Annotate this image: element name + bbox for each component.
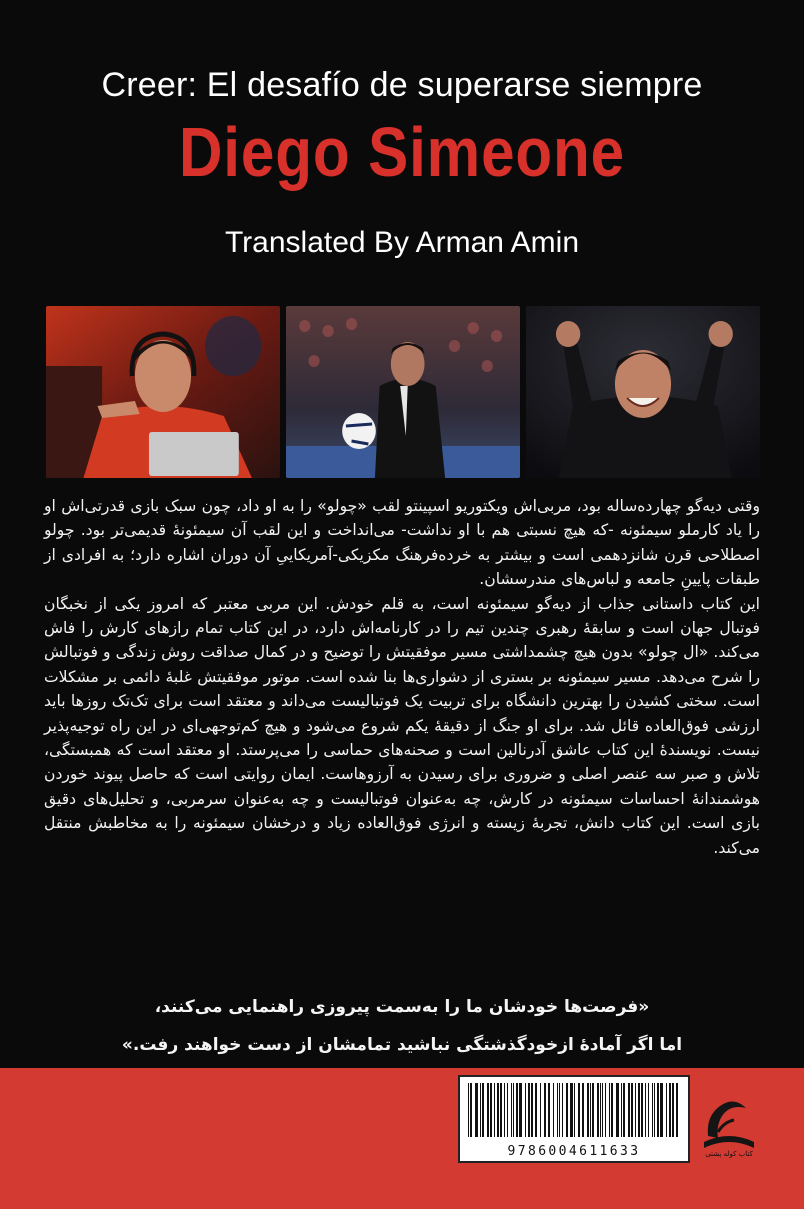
barcode-bar [648, 1083, 649, 1137]
barcode-bar [590, 1083, 591, 1137]
barcode-bar [511, 1083, 512, 1137]
barcode-bar [578, 1083, 580, 1137]
barcode-bar [600, 1083, 601, 1137]
barcode-bar [623, 1083, 625, 1137]
barcode-bars [466, 1083, 682, 1137]
isbn-number: 9786004611633 [507, 1144, 641, 1159]
quote-line: اما اگر آمادهٔ ازخودگذشتگی نباشید تمامشان از دست خواهند رفت.» [121, 1035, 683, 1055]
simeone-celebration-photo [526, 306, 760, 478]
barcode-bar [535, 1083, 537, 1137]
barcode-bar [666, 1083, 667, 1137]
barcode-bar [548, 1083, 550, 1137]
barcode-bar [652, 1083, 653, 1137]
isbn-barcode [458, 1075, 690, 1163]
barcode-bar [611, 1083, 613, 1137]
barcode-bar [557, 1083, 558, 1137]
barcode-bar [544, 1083, 546, 1137]
barcode-bar [616, 1083, 619, 1137]
book-title: Diego Simeone [178, 113, 626, 191]
barcode-bar [570, 1083, 573, 1137]
barcode-bar [468, 1083, 469, 1137]
barcode-bar [525, 1083, 526, 1137]
barcode-bar [605, 1083, 606, 1137]
barcode-bar [587, 1083, 589, 1137]
barcode-bar [641, 1083, 643, 1137]
barcode-bar [676, 1083, 678, 1137]
barcode-bar [559, 1083, 560, 1137]
barcode-bar [480, 1083, 481, 1137]
barcode-bar [531, 1083, 533, 1137]
quote-line: «فرصت‌ها خودشان ما را به‌سمت پیروزی راهنمایی می‌کنند، [154, 997, 650, 1017]
barcode-bar [621, 1083, 622, 1137]
barcode-bar [672, 1083, 674, 1137]
barcode-bar [494, 1083, 495, 1137]
barcode-bar [657, 1083, 659, 1137]
photo-strip [46, 306, 760, 478]
barcode-bar [660, 1083, 663, 1137]
barcode-bar [654, 1083, 655, 1137]
barcode-bar [490, 1083, 492, 1137]
barcode-bar [519, 1083, 522, 1137]
barcode-bar [631, 1083, 633, 1137]
barcode-bar [507, 1083, 508, 1137]
barcode-bar [566, 1083, 568, 1137]
translator-credit: Translated By Arman Amin [224, 226, 580, 259]
simeone-studio-photo [46, 306, 280, 478]
book-blurb [44, 494, 760, 860]
barcode-bar [602, 1083, 603, 1137]
barcode-bar [540, 1083, 541, 1137]
barcode-bar [482, 1083, 484, 1137]
barcode-bar [638, 1083, 640, 1137]
blurb-paragraph: این کتاب داستانی جذاب از دیه‌گو سیمئونه است، به قلم خودش. این مربی معتبر که امروز یکی از نخبگان فوتبال جهان است و سابقهٔ رهبری چندین تیم را در کارنامه‌اش دارد، در این کتاب تمام رازهای کارش را فاش می‌کند. «ال چولو» بدون هیچ چشمداشتی مسیر موفقیتش را توضیح و در کمال صداقت روش زندگی و فوتبالش را شرح می‌دهد. مسیر سیمئونه بر بستری از دشواری‌ها بنا شده است. موتور موفقیتش غلبهٔ دائمی بر مشکلات است. سختی کشیدن را بهترین دانشگاه برای تربیت یک فوتبالیست می‌داند و معتقد است برای تک‌تک روزها باید ارزشی فوق‌العاده قائل شد. برای او جنگ از دقیقهٔ یکم شروع می‌شود و هیچ کم‌توجهی‌ای در این راه توجیه‌پذیر نیست. نویسندهٔ این کتاب عاشق آدرنالین است و صحنه‌های حماسی را می‌پرستد. او معتقد است که همبستگی، تلاش و صبر سه عنصر اصلی و ضروری برای رسیدن به آرزوهاست. ایمان روایتی است که حاصل پیوند خوردن هوشمندانهٔ احساسات سیمئونه در کارش، چه به‌عنوان فوتبالیست و چه به‌عنوان سرمربی، و تحلیل‌های دقیق بازی است. این کتاب دانش، تجربهٔ زیسته و انرژی فوق‌العاده زیاد و درخشان سیمئونه را به مخاطبش منتقل می‌کند. [44, 594, 760, 857]
barcode-bar [609, 1083, 610, 1137]
barcode-bar [504, 1083, 505, 1137]
blurb-paragraph: وقتی دیه‌گو چهارده‌ساله بود، مربی‌اش ویکتوریو اسپینتو لقب «چولو» را به او داد، چون سبک بازی قدرتی‌اش او را یاد کارملو سیمئونه -که هیچ نسبتی هم با او نداشت- می‌انداخت و این لقب آن سیمئونهٔ قدیمی‌تر بود. چولو اصطلاحی قرن شانزدهمی است و بیشتر به خرده‌فرهنگ مکزیکی-آمریکاییِ آن دوران اشاره دارد؛ به افرادی از طبقات پایینِ جامعه و لباس‌های مندرسشان. [44, 497, 760, 589]
book-publisher-logo-icon [700, 1086, 758, 1156]
barcode-bar [553, 1083, 554, 1137]
barcode-bar [500, 1083, 502, 1137]
barcode-bar [645, 1083, 646, 1137]
barcode-bar [487, 1083, 489, 1137]
barcode-bar [574, 1083, 575, 1137]
pull-quote [50, 988, 754, 1064]
barcode-bar [669, 1083, 671, 1137]
barcode-bar [497, 1083, 499, 1137]
barcode-bar [562, 1083, 563, 1137]
barcode-bar [470, 1083, 472, 1137]
barcode-bar [475, 1083, 478, 1137]
simeone-sideline-photo [286, 306, 520, 478]
book-subtitle: Creer: El desafío de superarse siempre [101, 66, 703, 104]
barcode-bar [635, 1083, 636, 1137]
barcode-bar [582, 1083, 584, 1137]
barcode-bar [597, 1083, 599, 1137]
barcode-bar [528, 1083, 530, 1137]
barcode-bar [628, 1083, 630, 1137]
barcode-bar [513, 1083, 514, 1137]
barcode-bar [592, 1083, 594, 1137]
barcode-bar [516, 1083, 518, 1137]
publisher-name: کتاب کوله پشتی [705, 1150, 753, 1158]
